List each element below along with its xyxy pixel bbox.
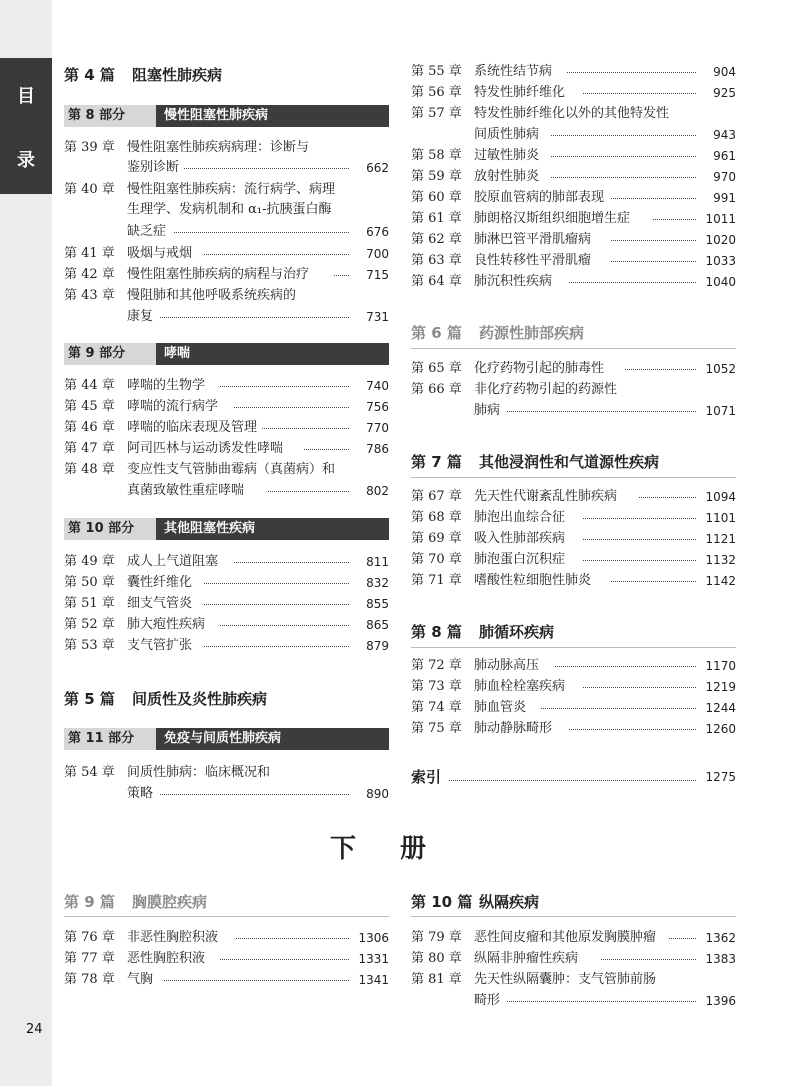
chapter-page: 943: [713, 128, 736, 142]
divider: [64, 916, 389, 917]
chapter-number: 第 63 章: [411, 253, 462, 268]
page-number: 24: [26, 1022, 43, 1037]
dot-leader: [583, 518, 696, 519]
part-title: 其他阻塞性疾病: [156, 518, 389, 540]
dot-leader: [268, 491, 349, 492]
chapter-page: 865: [366, 618, 389, 632]
chapter-page: 1383: [705, 952, 736, 966]
chapter-page: 879: [366, 639, 389, 653]
chapter-page: 991: [713, 191, 736, 205]
dot-leader: [583, 539, 696, 540]
dot-leader: [204, 646, 349, 647]
chapter-title: 畸形: [474, 993, 501, 1008]
dot-leader: [334, 275, 349, 276]
dot-leader: [551, 135, 696, 136]
pian-number: 第 10 篇: [411, 893, 473, 911]
chapter-entry[interactable]: [411, 272, 736, 292]
chapter-number: 第 61 章: [411, 211, 462, 226]
chapter-page: 1121: [705, 532, 736, 546]
chapter-page: 1170: [705, 659, 736, 673]
chapter-number: 第 47 章: [64, 441, 115, 456]
chapter-entry[interactable]: [411, 970, 736, 990]
dot-leader: [204, 604, 349, 605]
dot-leader: [236, 938, 349, 939]
chapter-number: 第 78 章: [64, 972, 115, 987]
chapter-entry[interactable]: [64, 970, 389, 990]
chapter-entry[interactable]: [411, 550, 736, 570]
chapter-entry[interactable]: [411, 83, 736, 103]
chapter-title: 间质性肺病: [474, 127, 540, 142]
chapter-entry[interactable]: [64, 460, 389, 480]
pian-title: 阻塞性肺疾病: [132, 66, 223, 84]
chapter-title: 吸烟与戒烟: [127, 246, 193, 261]
divider: [411, 477, 736, 478]
chapter-page: 1142: [705, 574, 736, 588]
dot-leader: [234, 407, 349, 408]
pian-number: 第 4 篇: [64, 66, 115, 84]
dot-leader: [569, 282, 696, 283]
chapter-entry[interactable]: [64, 138, 389, 158]
dot-leader: [639, 497, 696, 498]
dot-leader: [583, 560, 696, 561]
chapter-entry[interactable]: [411, 104, 736, 124]
part-heading: [64, 343, 389, 365]
chapter-number: 第 70 章: [411, 552, 462, 567]
chapter-page: 740: [366, 379, 389, 393]
chapter-title: 阿司匹林与运动诱发性哮喘: [127, 441, 284, 456]
chapter-number: 第 60 章: [411, 190, 462, 205]
pian-heading: [64, 688, 267, 709]
dot-leader: [449, 780, 696, 781]
pian-number: 第 5 篇: [64, 690, 115, 708]
chapter-page: 1040: [705, 275, 736, 289]
chapter-page: 961: [713, 149, 736, 163]
chapter-page: 1219: [705, 680, 736, 694]
dot-leader: [234, 562, 349, 563]
pian-heading: [411, 322, 584, 343]
chapter-title: 恶性胸腔积液: [127, 951, 206, 966]
chapter-title: 成人上气道阻塞: [127, 554, 219, 569]
chapter-entry[interactable]: [64, 763, 389, 783]
dot-leader: [611, 581, 696, 582]
index-title: 索引: [411, 768, 442, 786]
chapter-title: 肺动脉高压: [474, 658, 540, 673]
pian-heading: [411, 891, 539, 912]
chapter-page: 832: [366, 576, 389, 590]
chapter-number: 第 55 章: [411, 64, 462, 79]
dot-leader: [160, 317, 349, 318]
chapter-number: 第 75 章: [411, 721, 462, 736]
pian-heading: [411, 451, 659, 472]
chapter-title: 康复: [127, 309, 154, 324]
chapter-number: 第 74 章: [411, 700, 462, 715]
section-tab-char-1: 目: [17, 86, 35, 107]
dot-leader: [569, 729, 696, 730]
chapter-title: 哮喘的生物学: [127, 378, 206, 393]
chapter-number: 第 40 章: [64, 182, 115, 197]
chapter-page: 786: [366, 442, 389, 456]
chapter-entry[interactable]: [411, 146, 736, 166]
pian-number: 第 8 篇: [411, 623, 462, 641]
chapter-page: 970: [713, 170, 736, 184]
chapter-entry[interactable]: [64, 615, 389, 635]
chapter-title: 特发性肺纤维化以外的其他特发性: [474, 106, 670, 121]
pian-number: 第 6 篇: [411, 324, 462, 342]
chapter-page: 890: [366, 787, 389, 801]
chapter-title: 非恶性胸腔积液: [127, 930, 219, 945]
dot-leader: [507, 1001, 696, 1002]
chapter-title: 特发性肺纤维化: [474, 85, 566, 100]
chapter-title: 真菌致敏性重症哮喘: [127, 483, 245, 498]
chapter-title: 慢性阻塞性肺疾病：流行病学、病理: [127, 182, 336, 197]
chapter-entry[interactable]: [411, 571, 736, 591]
chapter-entry[interactable]: [64, 265, 389, 285]
dot-leader: [555, 666, 696, 667]
chapter-page: 1033: [705, 254, 736, 268]
chapter-entry[interactable]: [411, 949, 736, 969]
chapter-title: 气胸: [127, 972, 154, 987]
chapter-page: 1362: [705, 931, 736, 945]
chapter-title: 肺沉积性疾病: [474, 274, 553, 289]
dot-leader: [160, 794, 349, 795]
chapter-title: 化疗药物引起的肺毒性: [474, 361, 605, 376]
chapter-title: 过敏性肺炎: [474, 148, 540, 163]
dot-leader: [220, 625, 349, 626]
chapter-entry[interactable]: [64, 636, 389, 656]
chapter-title: 纵隔非肿瘤性疾病: [474, 951, 579, 966]
chapter-entry-cont[interactable]: [411, 991, 736, 1011]
chapter-number: 第 79 章: [411, 930, 462, 945]
chapter-entry[interactable]: [64, 244, 389, 264]
chapter-page: 1396: [705, 994, 736, 1008]
chapter-title: 肺动静脉畸形: [474, 721, 553, 736]
chapter-title: 间质性肺病：临床概况和: [127, 765, 271, 780]
chapter-title: 肺朗格汉斯组织细胞增生症: [474, 211, 631, 226]
chapter-entry[interactable]: [64, 286, 389, 306]
part-title: 免疫与间质性肺疾病: [156, 728, 389, 750]
chapter-entry[interactable]: [411, 209, 736, 229]
chapter-page: 1244: [705, 701, 736, 715]
pian-heading: [411, 621, 554, 642]
chapter-title: 生理学、发病机制和 α₁-抗胰蛋白酶: [127, 202, 332, 217]
chapter-entry[interactable]: [411, 719, 736, 739]
chapter-title: 慢性阻塞性肺疾病的病程与治疗: [127, 267, 310, 282]
chapter-page: 904: [713, 65, 736, 79]
chapter-page: 1260: [705, 722, 736, 736]
dot-leader: [551, 177, 696, 178]
chapter-page: 1094: [705, 490, 736, 504]
chapter-page: 1331: [358, 952, 389, 966]
chapter-number: 第 51 章: [64, 596, 115, 611]
dot-leader: [204, 583, 349, 584]
chapter-number: 第 49 章: [64, 554, 115, 569]
dot-leader: [541, 708, 696, 709]
index-page: 1275: [705, 770, 736, 784]
chapter-entry-cont[interactable]: [411, 125, 736, 145]
chapter-title: 肺泡蛋白沉积症: [474, 552, 566, 567]
dot-leader: [220, 386, 349, 387]
dot-leader: [653, 219, 696, 220]
chapter-entry[interactable]: [411, 62, 736, 82]
chapter-page: 1020: [705, 233, 736, 247]
chapter-number: 第 53 章: [64, 638, 115, 653]
chapter-number: 第 41 章: [64, 246, 115, 261]
dot-leader: [204, 254, 349, 255]
chapter-title: 缺乏症: [127, 224, 167, 239]
chapter-page: 662: [366, 161, 389, 175]
chapter-title: 肺泡出血综合征: [474, 510, 566, 525]
chapter-title: 先天性纵隔囊肿：支气管肺前肠: [474, 972, 657, 987]
dot-leader: [567, 72, 696, 73]
chapter-page: 1306: [358, 931, 389, 945]
divider: [411, 647, 736, 648]
chapter-title: 细支气管炎: [127, 596, 193, 611]
pian-heading: [64, 891, 207, 912]
part-heading: [64, 105, 389, 127]
dot-leader: [611, 240, 696, 241]
chapter-number: 第 69 章: [411, 531, 462, 546]
chapter-number: 第 66 章: [411, 382, 462, 397]
dot-leader: [611, 261, 696, 262]
chapter-page: 715: [366, 268, 389, 282]
dot-leader: [625, 369, 696, 370]
chapter-page: 1052: [705, 362, 736, 376]
chapter-title: 肺血管炎: [474, 700, 527, 715]
dot-leader: [669, 938, 696, 939]
chapter-entry[interactable]: [411, 529, 736, 549]
chapter-title: 支气管扩张: [127, 638, 193, 653]
chapter-number: 第 46 章: [64, 420, 115, 435]
chapter-title: 哮喘的流行病学: [127, 399, 219, 414]
volume-title: 下册: [329, 834, 470, 864]
chapter-entry-cont[interactable]: [64, 481, 389, 501]
chapter-title: 胶原血管病的肺部表现: [474, 190, 605, 205]
part-label: 第 9 部分: [64, 343, 156, 365]
chapter-title: 吸入性肺部疾病: [474, 531, 566, 546]
chapter-number: 第 64 章: [411, 274, 462, 289]
chapter-number: 第 67 章: [411, 489, 462, 504]
chapter-page: 811: [366, 555, 389, 569]
chapter-page: 731: [366, 310, 389, 324]
part-label: 第 11 部分: [64, 728, 156, 750]
pian-number: 第 7 篇: [411, 453, 462, 471]
chapter-entry[interactable]: [411, 380, 736, 400]
pian-number: 第 9 篇: [64, 893, 115, 911]
chapter-title: 放射性肺炎: [474, 169, 540, 184]
chapter-title: 肺病: [474, 403, 501, 418]
pian-title: 胸膜腔疾病: [132, 893, 208, 911]
chapter-page: 676: [366, 225, 389, 239]
chapter-title: 恶性间皮瘤和其他原发胸膜肿瘤: [474, 930, 657, 945]
part-label: 第 8 部分: [64, 105, 156, 127]
chapter-entry[interactable]: [411, 928, 736, 948]
chapter-number: 第 52 章: [64, 617, 115, 632]
pian-title: 间质性及炎性肺疾病: [132, 690, 268, 708]
chapter-number: 第 50 章: [64, 575, 115, 590]
chapter-title: 变应性支气管肺曲霉病（真菌病）和: [127, 462, 336, 477]
chapter-entry[interactable]: [411, 698, 736, 718]
chapter-page: 1132: [705, 553, 736, 567]
chapter-entry[interactable]: [64, 418, 389, 438]
chapter-entry[interactable]: [411, 508, 736, 528]
chapter-number: 第 39 章: [64, 140, 115, 155]
dot-leader: [507, 411, 696, 412]
part-label: 第 10 部分: [64, 518, 156, 540]
chapter-page: 756: [366, 400, 389, 414]
chapter-number: 第 81 章: [411, 972, 462, 987]
chapter-number: 第 44 章: [64, 378, 115, 393]
chapter-entry[interactable]: [64, 573, 389, 593]
chapter-entry[interactable]: [64, 928, 389, 948]
chapter-title: 慢性阻塞性肺疾病病理：诊断与: [127, 140, 310, 155]
dot-leader: [601, 959, 696, 960]
chapter-page: 700: [366, 247, 389, 261]
chapter-number: 第 68 章: [411, 510, 462, 525]
section-tab-char-2: 录: [17, 150, 35, 171]
chapter-entry-cont[interactable]: [64, 200, 389, 220]
pian-heading: [64, 64, 222, 85]
dot-leader: [174, 232, 349, 233]
chapter-number: 第 42 章: [64, 267, 115, 282]
chapter-entry-cont[interactable]: [64, 158, 389, 178]
chapter-number: 第 76 章: [64, 930, 115, 945]
chapter-entry-cont[interactable]: [64, 307, 389, 327]
chapter-number: 第 73 章: [411, 679, 462, 694]
chapter-title: 良性转移性平滑肌瘤: [474, 253, 592, 268]
chapter-title: 囊性纤维化: [127, 575, 193, 590]
pian-title: 药源性肺部疾病: [479, 324, 585, 342]
dot-leader: [583, 93, 696, 94]
chapter-entry-cont[interactable]: [411, 401, 736, 421]
chapter-page: 1011: [705, 212, 736, 226]
chapter-number: 第 57 章: [411, 106, 462, 121]
chapter-title: 系统性结节病: [474, 64, 553, 79]
dot-leader: [262, 428, 349, 429]
chapter-entry[interactable]: [64, 594, 389, 614]
chapter-number: 第 58 章: [411, 148, 462, 163]
chapter-entry-cont[interactable]: [64, 784, 389, 804]
chapter-number: 第 72 章: [411, 658, 462, 673]
chapter-entry[interactable]: [411, 656, 736, 676]
part-heading: [64, 518, 389, 540]
chapter-title: 哮喘的临床表现及管理: [127, 420, 258, 435]
chapter-number: 第 80 章: [411, 951, 462, 966]
chapter-title: 嗜酸性粒细胞性肺炎: [474, 573, 592, 588]
dot-leader: [220, 959, 349, 960]
chapter-title: 肺血栓栓塞疾病: [474, 679, 566, 694]
chapter-number: 第 48 章: [64, 462, 115, 477]
chapter-page: 770: [366, 421, 389, 435]
chapter-number: 第 65 章: [411, 361, 462, 376]
chapter-number: 第 77 章: [64, 951, 115, 966]
chapter-page: 925: [713, 86, 736, 100]
chapter-number: 第 43 章: [64, 288, 115, 303]
chapter-title: 肺淋巴管平滑肌瘤病: [474, 232, 592, 247]
chapter-entry[interactable]: [411, 230, 736, 250]
chapter-title: 慢阻肺和其他呼吸系统疾病的: [127, 288, 297, 303]
pian-title: 纵隔疾病: [479, 893, 540, 911]
part-title: 哮喘: [156, 343, 389, 365]
chapter-entry[interactable]: [411, 677, 736, 697]
chapter-entry[interactable]: [64, 397, 389, 417]
chapter-page: 1101: [705, 511, 736, 525]
chapter-entry-cont[interactable]: [64, 222, 389, 242]
chapter-title: 策略: [127, 786, 154, 801]
chapter-entry[interactable]: [64, 949, 389, 969]
chapter-page: 1341: [358, 973, 389, 987]
dot-leader: [551, 156, 696, 157]
chapter-page: 1071: [705, 404, 736, 418]
chapter-entry[interactable]: [64, 180, 389, 200]
divider: [411, 348, 736, 349]
divider: [411, 916, 736, 917]
chapter-number: 第 59 章: [411, 169, 462, 184]
dot-leader: [583, 687, 696, 688]
section-tab-toc: [0, 58, 52, 194]
chapter-entry[interactable]: [64, 439, 389, 459]
part-title: 慢性阻塞性肺疾病: [156, 105, 389, 127]
chapter-title: 鉴别诊断: [127, 160, 180, 175]
chapter-page: 802: [366, 484, 389, 498]
dot-leader: [184, 168, 349, 169]
dot-leader: [611, 198, 696, 199]
chapter-number: 第 56 章: [411, 85, 462, 100]
chapter-title: 肺大疱性疾病: [127, 617, 206, 632]
chapter-number: 第 45 章: [64, 399, 115, 414]
dot-leader: [304, 449, 349, 450]
chapter-entry[interactable]: [64, 376, 389, 396]
chapter-entry[interactable]: [411, 188, 736, 208]
chapter-title: 非化疗药物引起的药源性: [474, 382, 618, 397]
chapter-page: 855: [366, 597, 389, 611]
chapter-number: 第 71 章: [411, 573, 462, 588]
dot-leader: [164, 980, 349, 981]
chapter-number: 第 54 章: [64, 765, 115, 780]
chapter-entry[interactable]: [64, 552, 389, 572]
chapter-title: 先天性代谢紊乱性肺疾病: [474, 489, 618, 504]
chapter-entry[interactable]: [411, 359, 736, 379]
pian-title: 肺循环疾病: [479, 623, 555, 641]
chapter-entry[interactable]: [411, 487, 736, 507]
chapter-number: 第 62 章: [411, 232, 462, 247]
chapter-entry[interactable]: [411, 251, 736, 271]
chapter-entry[interactable]: [411, 167, 736, 187]
part-heading: [64, 728, 389, 750]
index-entry[interactable]: [411, 766, 736, 788]
pian-title: 其他浸润性和气道源性疾病: [479, 453, 660, 471]
